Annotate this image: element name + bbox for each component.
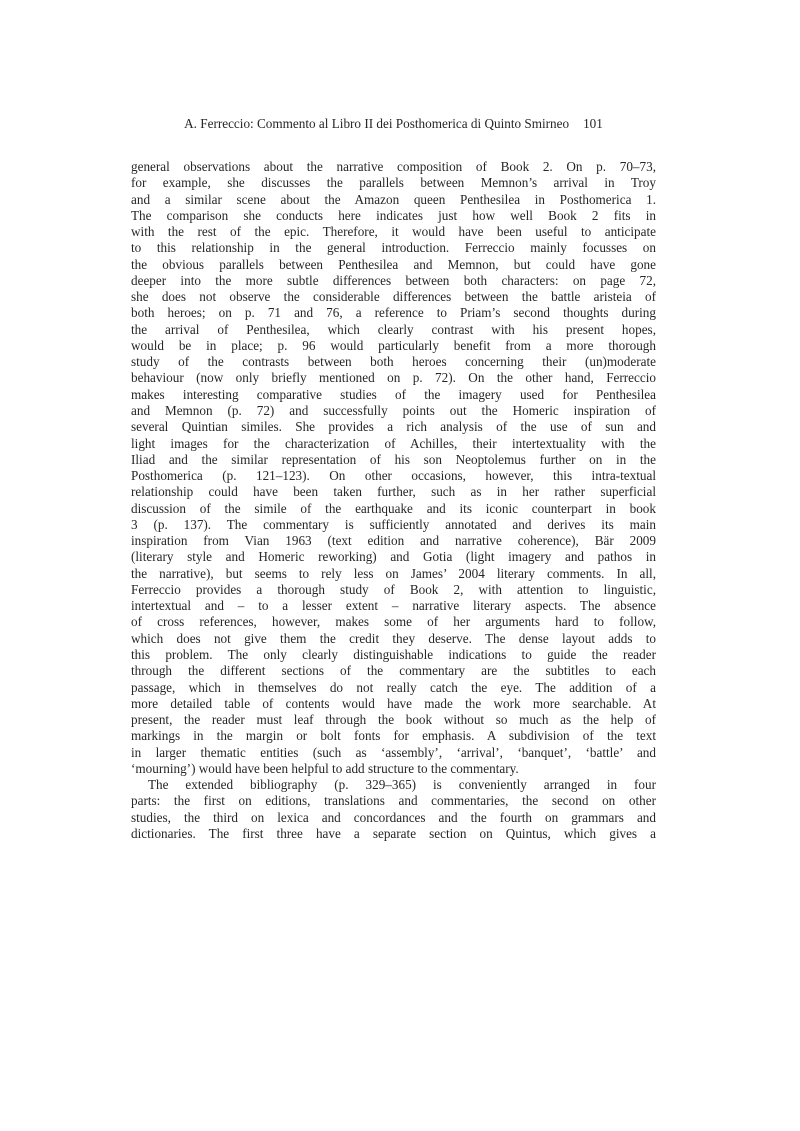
running-head-title: A. Ferreccio: Commento al Libro II dei Posthomerica di Quinto Smirneo bbox=[184, 116, 570, 131]
text-line: general observations about the narrative composition of Book 2. On p. 70–73, bbox=[131, 159, 656, 174]
text-line: for example, she discusses the parallels between Memnon’s arrival in Troy bbox=[131, 175, 656, 191]
text-line: would be in place; p. 96 would particularly benefit from a more thorough bbox=[131, 337, 656, 353]
text-line: several Quintian similes. She provides a rich analysis of the use of sun and bbox=[131, 419, 656, 435]
text-line: and Memnon (p. 72) and successfully points out the Homeric inspiration of bbox=[131, 402, 656, 418]
text-line: 3 (p. 137). The commentary is sufficiently annotated and derives its main bbox=[131, 516, 656, 532]
text-line: deeper into the more subtle differences between both characters: on page 72, bbox=[131, 272, 656, 288]
text-line: Posthomerica (p. 121–123). On other occasions, however, this intra-textual bbox=[131, 468, 656, 484]
text-line: of cross references, however, makes some of her arguments hard to follow, bbox=[131, 614, 656, 630]
text-line: both heroes; on p. 71 and 76, a reference to Priam’s second thoughts during bbox=[131, 305, 656, 321]
page-body bbox=[131, 159, 656, 842]
text-line: dictionaries. The first three have a separate section on Quintus, which gives a bbox=[131, 825, 656, 841]
page-number: 101 bbox=[583, 116, 603, 131]
text-line: behaviour (now only briefly mentioned on p. 72). On the other hand, Ferreccio bbox=[131, 370, 656, 386]
text-line: with the rest of the epic. Therefore, it would have been useful to anticipate bbox=[131, 224, 656, 240]
text-line: markings in the margin or bolt fonts for emphasis. A subdivision of the text bbox=[131, 728, 656, 744]
text-line: parts: the first on editions, translations and commentaries, the second on other bbox=[131, 793, 656, 809]
paragraph bbox=[131, 777, 656, 842]
paragraph bbox=[131, 159, 656, 777]
text-line: studies, the third on lexica and concordances and the fourth on grammars and bbox=[131, 809, 656, 825]
text-line: to this relationship in the general introduction. Ferreccio mainly focusses on bbox=[131, 240, 656, 256]
text-line: ‘mourning’) would have been helpful to add structure to the commentary. bbox=[131, 760, 519, 776]
text-line: the obvious parallels between Penthesilea and Memnon, but could have gone bbox=[131, 256, 656, 272]
text-line: in larger thematic entities (such as ‘assembly’, ‘arrival’, ‘banquet’, ‘battle’ and bbox=[131, 744, 656, 760]
text-line: Iliad and the similar representation of his son Neoptolemus further on in the bbox=[131, 451, 656, 467]
text-line: light images for the characterization of Achilles, their intertextuality with the bbox=[131, 435, 656, 451]
text-line: relationship could have been taken further, such as in her rather superficial bbox=[131, 484, 656, 500]
text-line: (literary style and Homeric reworking) and Gotia (light imagery and pathos in bbox=[131, 549, 656, 565]
text-line: present, the reader must leaf through the book without so much as the help of bbox=[131, 712, 656, 728]
text-line: The comparison she conducts here indicates just how well Book 2 fits in bbox=[131, 207, 656, 223]
text-line: which does not give them the credit they deserve. The dense layout adds to bbox=[131, 630, 656, 646]
text-line: this problem. The only clearly distinguishable indications to guide the reader bbox=[131, 646, 656, 662]
text-line: The extended bibliography (p. 329–365) is conveniently arranged in four bbox=[148, 777, 656, 793]
text-line: Ferreccio provides a thorough study of Book 2, with attention to linguistic, bbox=[131, 581, 656, 597]
text-line: passage, which in themselves do not really catch the eye. The addition of a bbox=[131, 679, 656, 695]
text-line: and a similar scene about the Amazon queen Penthesilea in Posthomerica 1. bbox=[131, 191, 656, 207]
text-line: she does not observe the considerable differences between the battle aristeia of bbox=[131, 289, 656, 305]
text-line: more detailed table of contents would have made the work more searchable. At bbox=[131, 695, 656, 711]
text-line: intertextual and – to a lesser extent – narrative literary aspects. The absence bbox=[131, 598, 656, 614]
text-line: discussion of the simile of the earthquake and its iconic counterpart in book bbox=[131, 500, 656, 516]
text-line: inspiration from Vian 1963 (text edition and narrative coherence), Bär 2009 bbox=[131, 533, 656, 549]
text-line: through the different sections of the commentary are the subtitles to each bbox=[131, 663, 656, 679]
text-line: makes interesting comparative studies of the imagery used for Penthesilea bbox=[131, 386, 656, 402]
text-line: the narrative), but seems to rely less on James’ 2004 literary comments. In all, bbox=[131, 565, 656, 581]
text-line: study of the contrasts between both heroes concerning their (un)moderate bbox=[131, 354, 656, 370]
text-line: the arrival of Penthesilea, which clearly contrast with his present hopes, bbox=[131, 321, 656, 337]
running-head bbox=[131, 116, 656, 132]
